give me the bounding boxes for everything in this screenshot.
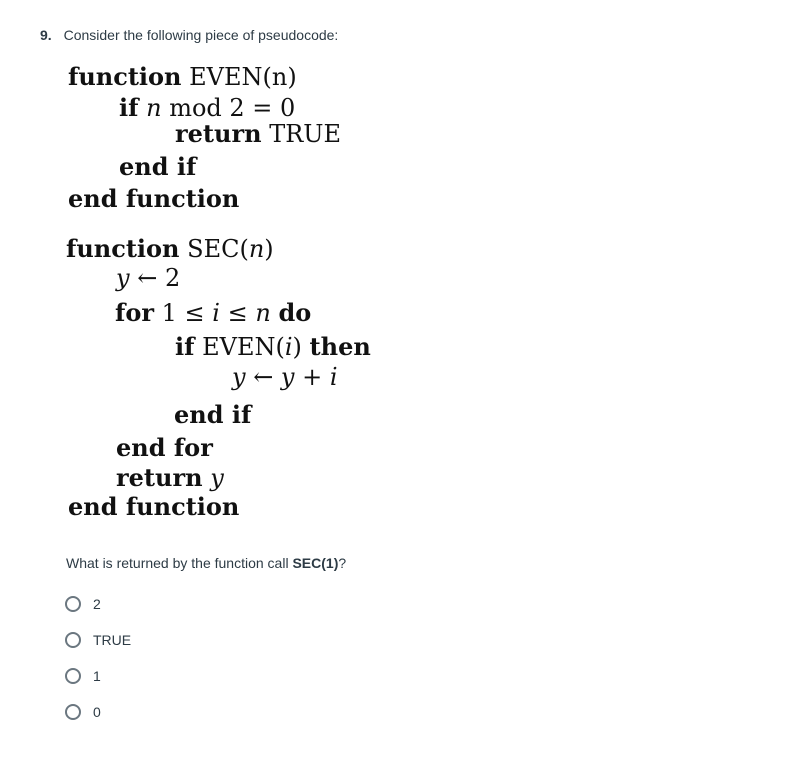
code-sec-line-2 <box>116 266 180 290</box>
condition: mod 2 = 0 <box>169 94 296 122</box>
option-label: TRUE <box>93 632 132 648</box>
prompt-function-call: SEC(1) <box>292 555 339 571</box>
answer-option-4[interactable] <box>65 704 101 720</box>
code-sec-line-7: end for <box>116 433 213 462</box>
question-intro: Consider the following piece of pseudocode: <box>63 27 339 43</box>
keyword-if: if <box>119 93 139 122</box>
option-label: 1 <box>93 668 101 684</box>
return-value: TRUE <box>269 120 342 148</box>
radio-button[interactable] <box>65 632 81 648</box>
code-sec-line-3 <box>115 298 312 327</box>
radio-button[interactable] <box>65 668 81 684</box>
for-i: i <box>212 299 220 327</box>
prompt-text: What is returned by the function call <box>66 555 293 571</box>
answer-option-3[interactable] <box>65 668 101 684</box>
call-arg: i <box>284 333 293 361</box>
option-label: 2 <box>93 596 101 612</box>
option-label: 0 <box>93 704 101 720</box>
assign-op: ← 2 <box>137 264 181 292</box>
code-sec-line-4 <box>175 332 371 361</box>
code-sec-line-5: y ← y + i <box>232 363 338 391</box>
function-name: SEC( <box>187 235 249 263</box>
for-range-a: 1 ≤ <box>161 299 213 327</box>
answer-option-2[interactable] <box>65 632 131 648</box>
prompt-end: ? <box>338 555 347 571</box>
code-even-line-3 <box>175 119 342 148</box>
function-name: EVEN(n) <box>189 63 297 91</box>
radio-button[interactable] <box>65 704 81 720</box>
code-even-line-4: end if <box>119 152 197 181</box>
keyword-for: for <box>115 298 154 327</box>
keyword-return: return <box>116 463 203 492</box>
keyword-function: function <box>68 62 182 91</box>
code-even-line-2 <box>119 93 296 122</box>
for-range-b: ≤ <box>219 299 256 327</box>
keyword-if: if <box>175 332 195 361</box>
code-sec-line-6: end if <box>174 400 252 429</box>
code-sec-line-8 <box>116 463 224 492</box>
keyword-do: do <box>278 298 312 327</box>
return-var: y <box>210 464 224 492</box>
question-number: 9. <box>40 27 52 43</box>
answer-option-1[interactable] <box>65 596 101 612</box>
code-sec-line-1 <box>66 234 274 263</box>
question-header <box>40 27 338 43</box>
for-n: n <box>255 299 271 327</box>
keyword-then: then <box>309 332 371 361</box>
call: EVEN( <box>202 333 285 361</box>
param-n: n <box>248 235 265 263</box>
assign-var: y <box>116 264 130 292</box>
question-prompt <box>66 555 346 571</box>
call-close: ) <box>292 333 302 361</box>
code-even-line-1 <box>68 62 297 91</box>
code-even-line-5: end function <box>68 184 240 213</box>
keyword-return: return <box>175 119 262 148</box>
variable-n: n <box>146 94 162 122</box>
radio-button[interactable] <box>65 596 81 612</box>
code-sec-line-9: end function <box>68 492 240 521</box>
function-name-close: ) <box>264 235 274 263</box>
keyword-function: function <box>66 234 180 263</box>
